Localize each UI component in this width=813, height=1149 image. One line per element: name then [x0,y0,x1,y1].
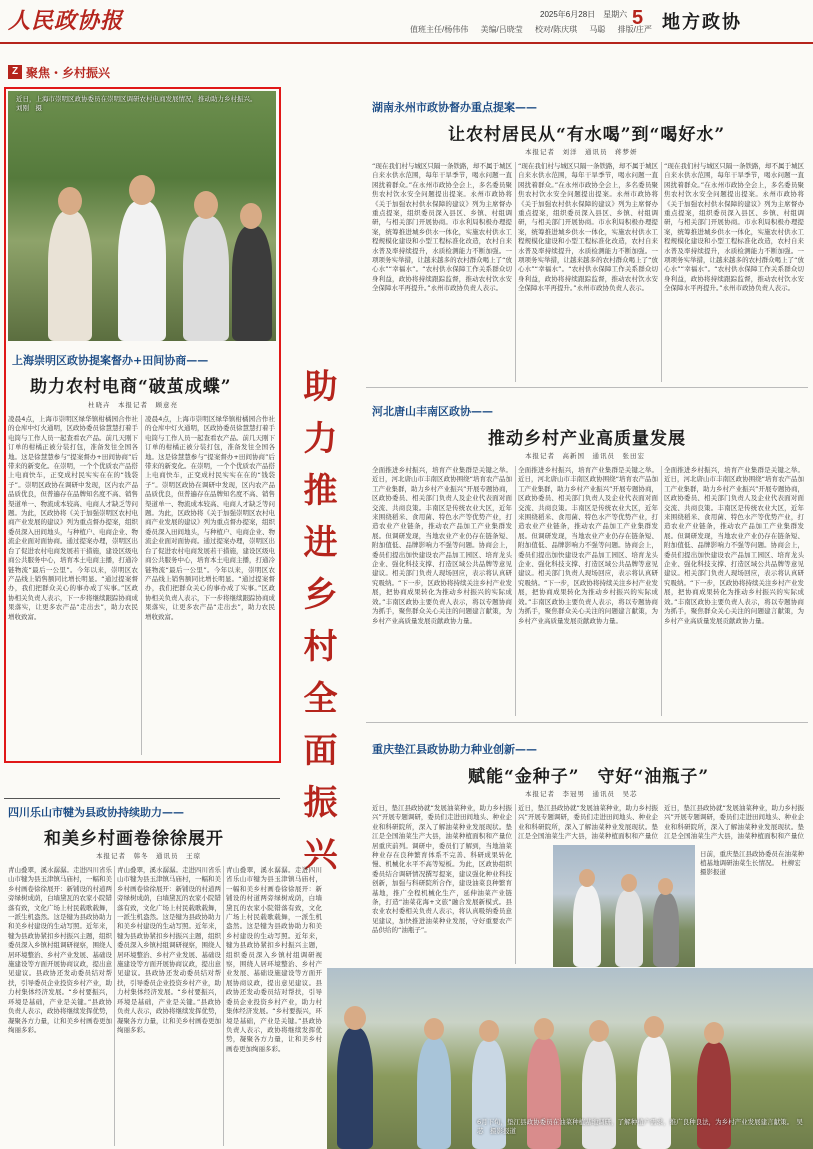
person-figure [653,893,679,967]
column-divider [114,866,115,1146]
article-body-col2: 青山叠翠，溪水潺潺。走进四川省乐山市犍为县玉津镇马庙村，一幅和美乡村画卷徐徐展开：新铺设的村道两旁绿树成荫，白墙黛瓦的农家小院错落有致，文化广场上村民载歌载舞，一派生机盎然。这是犍为县政协助力和美乡村建设的生动写照。近年来，犍为县政协紧扣乡村振兴主题，组织委员深入乡镇村组调研视察，围绕人居环境整治、乡村产业发展、基础设施建设等方面开展协商议政，提出意见建议。县政协还发动委员结对帮扶，引导委员企业投资乡村产业，助力村集体经济发展。“乡村要振兴，环境是基础，产业是关键。”县政协负责人表示，政协将继续发挥优势，凝聚各方力量，让和美乡村画卷更加绚丽多彩。 [117,866,221,1034]
article-body-col3: “现在我们村与城区只隔一条铁路，却不属于城区自来水供水范围，每年干旱季节，喝水问题一直困扰着群众。”在永州市政协全会上，多名委员聚焦农村饮水安全问题提出提案。永州市政协将《关于加强农村供水保障的建议》列为主席督办重点提案，组织委员深入县区、乡镇、村组调研，与相关部门开展协商。市水利局积极办理提案，统筹推进城乡供水一体化，实施农村供水工程规模化建设和小型工程标准化改造，农村自来水普及率持续提升，水质检测能力不断加强。一项项务实举措，让越来越多的农村群众喝上了“放心水”“幸福水”。“农村供水保障工作关系群众切身利益，政协将持续跟踪监督，推动农村饮水安全保障水平再提升。”永州市政协负责人表示。 [664,162,804,293]
section-rule [4,798,280,799]
article-byline: 本报记者 李冠男 通讯员 吴芯 [525,790,638,798]
article-body-col2: 近日，垫江县政协就“发展油菜种业，助力乡村振兴”开展专题调研，委员们走进田间地头、种业企业和科研院所，深入了解油菜种业发展现状。垫江是全国油菜生产大县，油菜种植面积和产量位 [518,804,658,841]
photo-caption: 6月下旬，垫江县政协委员在油菜种植基地调研，了解种植户需求，推广良种良法，为乡村产业发展建言献策。 吴芯 摄影报道 [477,1118,803,1135]
photo-caption: 近日，上海市崇明区政协委员在崇明区调研农村电商发展情况，推动助力乡村振兴。 刘刚 摄 [16,95,260,112]
article-body-col2: “现在我们村与城区只隔一条铁路，却不属于城区自来水供水范围，每年干旱季节，喝水问题一直困扰着群众。”在永州市政协全会上，多名委员聚焦农村饮水安全问题提出提案。永州市政协将《关于加强农村供水保障的建议》列为主席督办重点提案，组织委员深入县区、乡镇、村组调研，与相关部门开展协商。市水利局积极办理提案，统筹推进城乡供水一体化，实施农村供水工程规模化建设和小型工程标准化改造，农村自来水普及率持续提升，水质检测能力不断加强。一项项务实举措，让越来越多的农村群众喝上了“放心水”“幸福水”。“农村供水保障工作关系群众切身利益，政协将持续跟踪监督，推动农村饮水安全保障水平再提升。”永州市政协负责人表示。 [518,162,658,293]
person-figure [615,890,643,967]
person-head [589,1020,609,1042]
person-head [704,1022,724,1044]
person-head [479,1020,499,1042]
photo-field-inspection [553,845,695,967]
column-divider [515,466,516,716]
article-body: 青山叠翠，溪水潺潺。走进四川省乐山市犍为县玉津镇马庙村，一幅和美乡村画卷徐徐展开：新铺设的村道两旁绿树成荫，白墙黛瓦的农家小院错落有致，文化广场上村民载歌载舞，一派生机盎然。这是犍为县政协助力和美乡村建设的生动写照。近年来，犍为县政协紧扣乡村振兴主题，组织委员深入乡镇村组调研视察，围绕人居环境整治、乡村产业发展、基础设施建设等方面开展协商议政，提出意见建议。县政协还发动委员结对帮扶，引导委员企业投资乡村产业，助力村集体经济发展。“乡村要振兴，环境是基础，产业是关键。”县政协负责人表示，政协将继续发挥优势，凝聚各方力量，让和美乡村画卷更加绚丽多彩。 [8,866,112,1034]
section-rule [366,387,808,388]
person-head [644,1016,664,1038]
person-head [579,869,595,887]
person-figure [417,1038,451,1149]
article-body-col2: 凌晨4点，上海市崇明区绿华镇柑橘园合作社的仓库中灯火通明，区政协委员徐慧慧打着手电筒与工作人员一起查看农产品。前几天刚下订单的柑橘正被分装打包，准备发往全国各地。这是徐慧慧参与“提案督办+田间协商”后带来的新变化。在崇明，一个个优质农产品搭上电商快车，正变成村民实实在在的“钱袋子”。崇明区政协在调研中发现，区内农产品品质优良，但普遍存在品牌知名度不高、销售渠道单一、物流成本较高、电商人才缺乏等问题。为此，区政协将《关于加强崇明区农村电商产业发展的建议》列为重点督办提案，组织委员深入田间地头，与种植户、电商企业、物流企业面对面协商。通过提案办理，崇明区出台了促进农村电商发展若干措施，建设区级电商公共服务中心，培育本土电商主播，打通冷链物流“最后一公里”。今年以来，崇明区农产品线上销售额同比增长明显。“通过提案督办，我们把群众关心的事办成了实事。”区政协相关负责人表示，下一步将继续跟踪协商成果落实，让更多农产品“走出去”，助力农民增收致富。 [145,415,275,621]
article-byline: 本报记者 韩冬 通讯员 王琼 [96,852,201,860]
article-kicker: 湖南永州市政协督办重点提案—— [372,101,537,114]
article-body-col2: 全面推进乡村振兴，培育产业集群是关键之举。近日，河北唐山市丰南区政协围绕“培育农产品加工产业集群，助力乡村产业振兴”开展专题协商，区政协委员、相关部门负责人及企业代表面对面交流、共商良策。丰南区是传统农业大区，近年来围绕稻米、食用菌、特色水产等优势产业，打造农业产业链条，推动农产品加工产业集群发展。但调研发现，当地农业产业仍存在链条短、附加值低、品牌影响力不强等问题。协商会上，委员们提出加快建设农产品加工园区、培育龙头企业、强化科技支撑、打造区域公共品牌等意见建议。相关部门负责人现场回应，表示将认真研究吸纳。“下一步，区政协将持续关注乡村产业发展，把协商成果转化为推动乡村振兴的实际成效。”丰南区政协主要负责人表示，将以专题协商为抓手，聚焦群众关心关注的问题建言献策，为乡村产业高质量发展贡献政协力量。 [518,466,658,625]
column-divider [141,415,142,755]
photo-group-in-field [327,968,813,1149]
credit-item: 校对/陈庆琪 [534,25,578,34]
person-figure [337,1028,373,1149]
article-byline: 本报记者 刘洋 通讯员 蒋梦妍 [525,148,638,156]
credit-item: 马聪 [589,25,606,34]
article-body: 近日，垫江县政协就“发展油菜种业，助力乡村振兴”开展专题调研，委员们走进田间地头、种业企业和科研院所，深入了解油菜种业发展现状。垫江是全国油菜生产大县，油菜种植面积和产量位居重庆前列。调研中，委员们了解到，当地油菜种业存在良种繁育体系不完善、科研成果转化慢、机械化水平不高等短板。为此，区政协组织委员结合调研情况撰写提案，建议强化种业科技创新，加强与科研院所合作，建设油菜良种繁育基地，推广全程机械化生产，延伸油菜产业链条，打造“油菜花海+文旅”融合发展新模式。县农业农村委相关负责人表示，将认真吸纳委员意见建议，加快推进油菜种业发展，守好重要农产品供给的“油瓶子”。 [372,804,512,935]
article-body-col3: 青山叠翠，溪水潺潺。走进四川省乐山市犍为县玉津镇马庙村，一幅和美乡村画卷徐徐展开：新铺设的村道两旁绿树成荫，白墙黛瓦的农家小院错落有致，文化广场上村民载歌载舞，一派生机盎然。这是犍为县政协助力和美乡村建设的生动写照。近年来，犍为县政协紧扣乡村振兴主题，组织委员深入乡镇村组调研视察，围绕人居环境整治、乡村产业发展、基础设施建设等方面开展协商议政，提出意见建议。县政协还发动委员结对帮扶，引导委员企业投资乡村产业，助力村集体经济发展。“乡村要振兴，环境是基础，产业是关键。”县政协负责人表示，政协将继续发挥优势，凝聚各方力量，让和美乡村画卷更加绚丽多彩。 [226,866,322,1053]
page-section-title: 地方政协 [662,12,742,32]
issue-date: 2025年6月28日 星期六 [540,10,628,19]
vertical-title-text: 助力推进乡村全面振兴 [297,368,337,888]
person-head [424,1018,444,1040]
article-headline: 助力农村电商“破茧成蝶” [30,377,232,397]
article-headline: 推动乡村产业高质量发展 [488,429,686,449]
person-head [344,1006,366,1030]
article-body: “现在我们村与城区只隔一条铁路，却不属于城区自来水供水范围，每年干旱季节，喝水问题一直困扰着群众。”在永州市政协全会上，多名委员聚焦农村饮水安全问题提出提案。永州市政协将《关于加强农村供水保障的建议》列为主席督办重点提案，组织委员深入县区、乡镇、村组调研，与相关部门开展协商。市水利局积极办理提案，统筹推进城乡供水一体化，实施农村供水工程规模化建设和小型工程标准化改造，农村自来水普及率持续提升，水质检测能力不断加强。一项项务实举措，让越来越多的农村群众喝上了“放心水”“幸福水”。“农村供水保障工作关系群众切身利益，政协将持续跟踪监督，推动农村饮水安全保障水平再提升。”永州市政协负责人表示。 [372,162,512,293]
article-kicker: 四川乐山市犍为县政协持续助力—— [8,806,184,819]
column-divider [515,162,516,382]
credit-item: 美编/吕晓莹 [480,25,523,34]
article-kicker: 重庆垫江县政协助力种业创新—— [372,743,537,756]
article-kicker: 河北唐山丰南区政协—— [372,405,493,418]
section-label: 聚焦・乡村振兴 [26,65,111,80]
page-number: 5 [632,7,644,29]
column-divider [515,804,516,964]
person-head [658,878,673,895]
article-body-col3: 近日，垫江县政协就“发展油菜种业，助力乡村振兴”开展专题调研，委员们走进田间地头、种业企业和科研院所，深入了解油菜种业发展现状。垫江是全国油菜生产大县，油菜种植面积和产量位 [664,804,804,841]
column-divider [661,162,662,382]
section-rule [366,722,808,723]
article-body: 凌晨4点，上海市崇明区绿华镇柑橘园合作社的仓库中灯火通明，区政协委员徐慧慧打着手电筒与工作人员一起查看农产品。前几天刚下订单的柑橘正被分装打包，准备发往全国各地。这是徐慧慧参与“提案督办+田间协商”后带来的新变化。在崇明，一个个优质农产品搭上电商快车，正变成村民实实在在的“钱袋子”。崇明区政协在调研中发现，区内农产品品质优良，但普遍存在品牌知名度不高、销售渠道单一、物流成本较高、电商人才缺乏等问题。为此，区政协将《关于加强崇明区农村电商产业发展的建议》列为重点督办提案，组织委员深入田间地头，与种植户、电商企业、物流企业面对面协商。通过提案办理，崇明区出台了促进农村电商发展若干措施，建设区级电商公共服务中心，培育本土电商主播，打通冷链物流“最后一公里”。今年以来，崇明区农产品线上销售额同比增长明显。“通过提案督办，我们把群众关心的事办成了实事。”区政协相关负责人表示，下一步将继续跟踪协商成果落实，让更多农产品“走出去”，助力农民增收致富。 [8,415,138,621]
person-head [534,1018,554,1040]
newspaper-logo: 人民政协报 [8,8,124,34]
section-z-icon: Z [8,65,22,79]
credit-item: 值班主任/杨伟伟 [410,25,469,34]
article-body-col3: 全面推进乡村振兴，培育产业集群是关键之举。近日，河北唐山市丰南区政协围绕“培育农产品加工产业集群，助力乡村产业振兴”开展专题协商，区政协委员、相关部门负责人及企业代表面对面交流、共商良策。丰南区是传统农业大区，近年来围绕稻米、食用菌、特色水产等优势产业，打造农业产业链条，推动农产品加工产业集群发展。但调研发现，当地农业产业仍存在链条短、附加值低、品牌影响力不强等问题。协商会上，委员们提出加快建设农产品加工园区、培育龙头企业、强化科技支撑、打造区域公共品牌等意见建议。相关部门负责人现场回应，表示将认真研究吸纳。“下一步，区政协将持续关注乡村产业发展，把协商成果转化为推动乡村振兴的实际成效。”丰南区政协主要负责人表示，将以专题协商为抓手，聚焦群众关心关注的问题建言献策，为乡村产业高质量发展贡献政协力量。 [664,466,804,625]
article-byline: 本报记者 高新国 通讯员 张田宏 [525,452,645,460]
photo-caption: 日前，重庆垫江县政协委员在油菜种植基地调研油菜生长情况。 杜柳宏 摄影报道 [700,850,808,876]
credit-item: 排版/庄严 [617,25,652,34]
column-divider [223,866,224,1146]
person-figure [573,885,601,967]
article-body: 全面推进乡村振兴，培育产业集群是关键之举。近日，河北唐山市丰南区政协围绕“培育农产品加工产业集群，助力乡村产业振兴”开展专题协商，区政协委员、相关部门负责人及企业代表面对面交流、共商良策。丰南区是传统农业大区，近年来围绕稻米、食用菌、特色水产等优势产业，打造农业产业链条，推动农产品加工产业集群发展。但调研发现，当地农业产业仍存在链条短、附加值低、品牌影响力不强等问题。协商会上，委员们提出加快建设农产品加工园区、培育龙头企业、强化科技支撑、打造区域公共品牌等意见建议。相关部门负责人现场回应，表示将认真研究吸纳。“下一步，区政协将持续关注乡村产业发展，把协商成果转化为推动乡村振兴的实际成效。”丰南区政协主要负责人表示，将以专题协商为抓手，聚焦群众关心关注的问题建言献策，为乡村产业高质量发展贡献政协力量。 [372,466,512,625]
article-headline: 赋能“金种子” 守好“油瓶子” [468,767,710,787]
article-byline: 杜晓卉 本报记者 顾意亮 [88,401,178,409]
vertical-feature-title [297,368,337,888]
section-header [8,64,110,80]
editorial-credits [410,24,662,35]
article-kicker: 上海崇明区政协提案督办+田间协商—— [12,354,209,367]
column-divider [661,466,662,716]
person-head [621,874,637,892]
masthead [0,0,813,44]
article-headline: 和美乡村画卷徐徐展开 [44,829,224,849]
article-headline: 让农村居民从“有水喝”到“喝好水” [448,125,726,145]
